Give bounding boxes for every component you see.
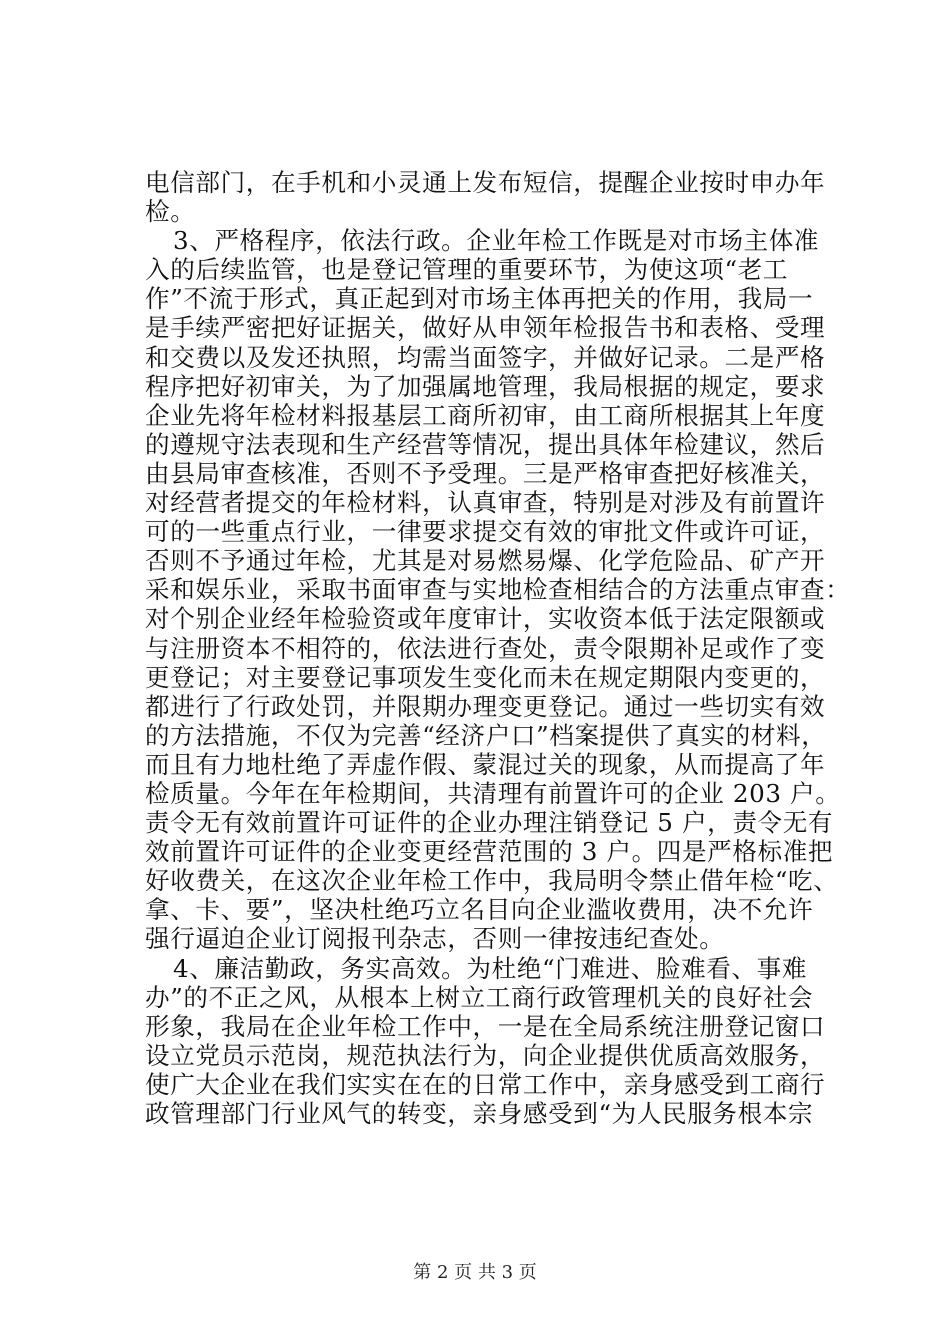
- text-line: 拿、卡、要”，坚决杜绝巧立名目向企业滥收费用，决不允许: [145, 895, 814, 925]
- text-line: 和交费以及发还执照，均需当面签字，并做好记录。二是严格: [145, 342, 826, 372]
- text-line: 否则不予通过年检，尤其是对易燃易爆、化学危险品、矿产开: [145, 546, 826, 576]
- text-line: 办”的不正之风，从根本上树立工商行政管理机关的良好社会: [145, 982, 814, 1012]
- paragraph-3-start: 3、严格程序，依法行政。企业年检工作既是对市场主体准: [173, 226, 820, 256]
- text-line: 的方法措施，不仅为完善“经济户口”档案提供了真实的材料，: [145, 720, 827, 750]
- text-line: 采和娱乐业，采取书面审查与实地检查相结合的方法重点审查：: [145, 575, 851, 605]
- text-line: 对个别企业经年检验资或年度审计，实收资本低于法定限额或: [145, 604, 826, 634]
- text-line: 企业先将年检材料报基层工商所初审，由工商所根据其上年度: [145, 400, 826, 430]
- text-line: 设立党员示范岗，规范执法行为，向企业提供优质高效服务，: [145, 1040, 826, 1070]
- text-line: 好收费关，在这次企业年检工作中，我局明令禁止借年检“吃、: [145, 866, 839, 896]
- text-line: 入的后续监管，也是登记管理的重要环节，为使这项“老工: [145, 255, 789, 285]
- text-line: 政管理部门行业风气的转变，亲身感受到“为人民服务根本宗: [145, 1099, 814, 1128]
- text-line: 程序把好初审关，为了加强属地管理，我局根据的规定，要求: [145, 371, 826, 401]
- text-line: 电信部门，在手机和小灵通上发布短信，提醒企业按时申办年: [145, 168, 826, 197]
- paragraph-4-start: 4、廉洁勤政，务实高效。为杜绝“门难进、脸难看、事难: [173, 953, 808, 983]
- text-line: 检质量。今年在年检期间，共清理有前置许可的企业 203 户。: [145, 778, 841, 808]
- text-line: 由县局审查核准，否则不予受理。三是严格审查把好核准关，: [145, 458, 826, 488]
- text-line: 与注册资本不相符的，依法进行查处，责令限期补足或作了变: [145, 633, 826, 663]
- text-line: 而且有力地杜绝了弄虚作假、蒙混过关的现象，从而提高了年: [145, 749, 826, 779]
- text-line: 可的一些重点行业，一律要求提交有效的审批文件或许可证，: [145, 517, 826, 547]
- text-line: 都进行了行政处罚，并限期办理变更登记。通过一些切实有效: [145, 691, 826, 721]
- text-line: 检。: [145, 197, 196, 227]
- text-line: 强行逼迫企业订阅报刊杂志，否则一律按违纪查处。: [145, 924, 725, 954]
- text-line: 使广大企业在我们实实在在的日常工作中，亲身感受到工商行: [145, 1069, 826, 1099]
- document-body: [145, 168, 851, 1128]
- text-line: 形象，我局在企业年检工作中，一是在全局系统注册登记窗口: [145, 1011, 826, 1041]
- text-line: 是手续严密把好证据关，做好从申领年检报告书和表格、受理: [145, 313, 826, 343]
- text-line: 责令无有效前置许可证件的企业办理注销登记 5 户，责令无有: [145, 808, 834, 838]
- text-line: 作”不流于形式，真正起到对市场主体再把关的作用，我局一: [145, 284, 814, 314]
- text-line: 更登记；对主要登记事项发生变化而未在规定期限内变更的，: [145, 662, 826, 692]
- text-line: 的遵规守法表现和生产经营等情况，提出具体年检建议，然后: [145, 429, 826, 459]
- page-footer: 第 2 页 共 3 页: [413, 1262, 537, 1283]
- text-line: 效前置许可证件的企业变更经营范围的 3 户。四是严格标准把: [145, 837, 834, 867]
- text-line: 对经营者提交的年检材料，认真审查，特别是对涉及有前置许: [145, 488, 826, 518]
